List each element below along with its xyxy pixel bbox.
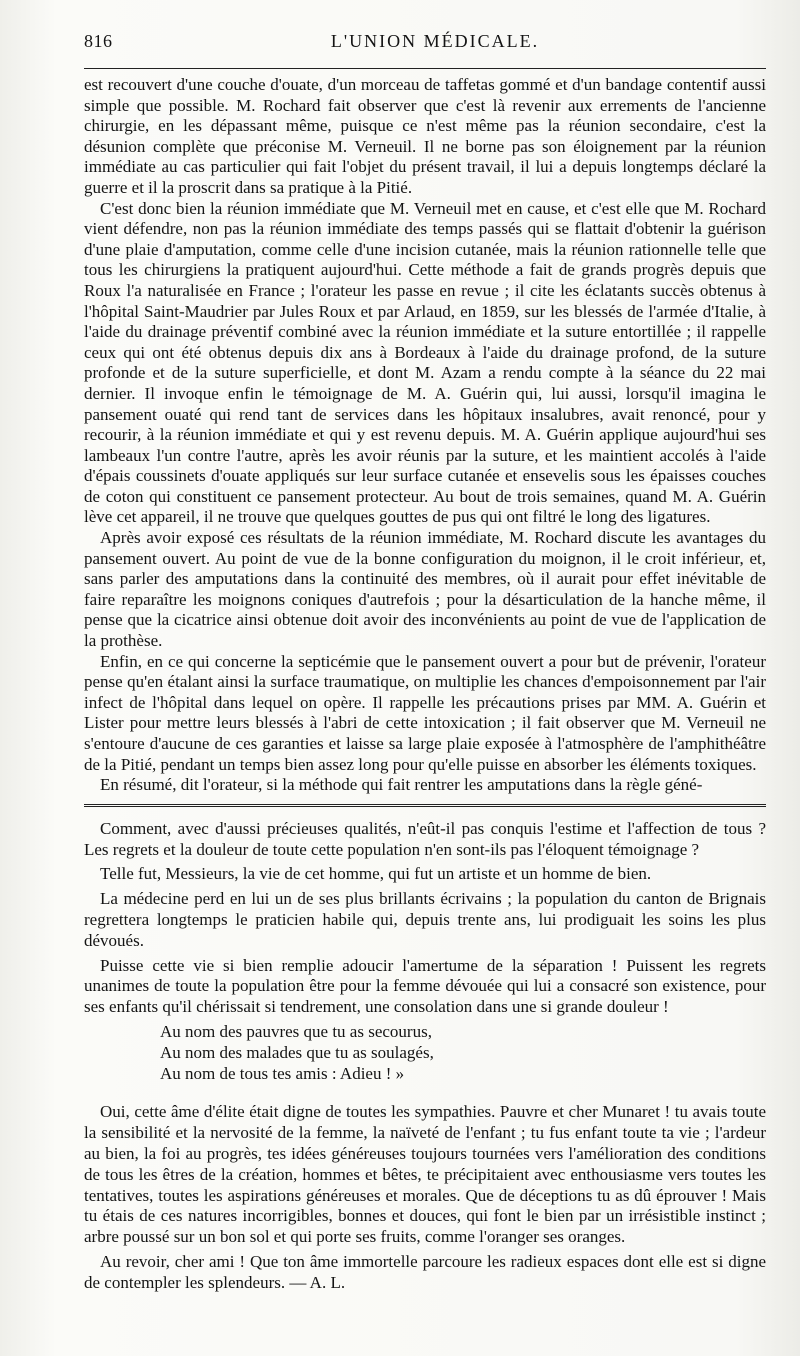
section-gap	[84, 1090, 766, 1102]
eulogy-paragraph: La médecine perd en lui un de ses plus brillants écrivains ; la population du canton de Brignais regrettera longtemps le praticien habile qui, depuis trente ans, lui prodiguait les soins les plus dévoués.	[84, 889, 766, 950]
closing-paragraph	[84, 1252, 766, 1294]
page-number: 816	[84, 31, 113, 51]
section-rule	[84, 804, 766, 807]
eulogy-paragraph: Puisse cette vie si bien remplie adoucir l'amertume de la séparation ! Puissent les regrets unanimes de toute la population être pour la femme dévouée qui lui a consacré son existence, pour ses enfants qu'il chérissait si tendrement, une consolation dans une si grande douleur !	[84, 955, 766, 1017]
header-rule	[84, 68, 766, 69]
article-paragraph: est recouvert d'une couche d'ouate, d'un morceau de taffetas gommé et d'un bandage contentif aussi simple que possible. M. Rochard fait observer que c'est là revenir aux errements de l'ancienne chirurgie, en les dépassant même, puisque ce n'est même pas la réunion secondaire, c'est la désunion complète que préconise M. Verneuil. Il ne borne pas son éloignement par la réunion immédiate au cas particulier qui fait l'objet du présent travail, il lui a depuis longtemps déclaré la guerre et il la proscrit dans sa pratique à la Pitié.	[84, 75, 766, 197]
article-paragraph: Enfin, en ce qui concerne la septicémie que le pansement ouvert a pour but de prévenir, l'orateur pense qu'en étalant ainsi la surface traumatique, on multiplie les chances d'empoisonnement par l'air infect de l'hôpital dans lequel on opère. Il rappelle les précautions prises par MM. A. Guérin et Lister pour mettre leurs blessés à l'abri de cette intoxication ; il fait observer que M. Verneuil ne s'entoure d'aucune de ces garanties et laisse sa large plaie exposée à l'atmosphère de l'amphithéâtre de la Pitié, pendant un temps bien assez long pour qu'elle puisse en absorber les éléments toxiques.	[84, 651, 766, 774]
closing-text: Au revoir, cher ami ! Que ton âme immortelle parcoure les radieux espaces dont elle est si digne de contempler les splendeurs.	[84, 1251, 766, 1292]
verse-line: Au nom des pauvres que tu as secourus,	[160, 1021, 432, 1041]
signature: — A. L.	[289, 1272, 346, 1292]
eulogy-paragraph: Telle fut, Messieurs, la vie de cet homme, qui fut un artiste et un homme de bien.	[100, 864, 652, 884]
article-paragraph: En résumé, dit l'orateur, si la méthode qui fait rentrer les amputations dans la règle géné-	[100, 775, 703, 795]
verse-line: Au nom de tous tes amis : Adieu ! »	[160, 1063, 405, 1083]
eulogy-verse	[84, 1022, 766, 1084]
article-paragraph: C'est donc bien la réunion immédiate que M. Verneuil met en cause, et c'est elle que M. Rochard vient défendre, non pas la réunion immédiate des temps passés qui se flattait d'obtenir la guérison d'une plaie d'amputation, comme celle d'une incision cutanée, mais la réunion rationnelle telle que tous les chirurgiens la pratiquent aujourd'hui. Cette méthode a fait de grands progrès depuis que Roux l'a naturalisée en France ; l'orateur les passe en revue ; il cite les éclatants succès obtenus à l'hôpital Saint-Maudrier par Jules Roux et par Arlaud, en 1859, sur les blessés de l'armée d'Italie, à l'aide du drainage préventif combiné avec la réunion immédiate et la suture entortillée ; il rappelle ceux qui ont été obtenus depuis dix ans à Bordeaux à l'aide du drainage profond, de la suture profonde et de la suture superficielle, et dont M. Azam a rendu compte à la séance du 22 mai dernier. Il invoque enfin le témoignage de M. A. Guérin qui, lui aussi, lorsqu'il imagina le pansement ouaté qui rend tant de services dans les hôpitaux insalubres, avait renoncé, pour y recourir, à la réunion immédiate et qui y est revenu depuis. M. A. Guérin applique aujourd'hui ses lambeaux l'un contre l'autre, après les avoir réunis par la suture, et les maintient accolés à l'aide d'épais coussinets d'ouate appliqués sur leur surface cutanée et ensevelis sous les épaisses couches de coton qui constituent ce pansement protecteur. Au bout de trois semaines, quand M. A. Guérin lève cet appareil, il ne trouve que quelques gouttes de pus qui ont filtré le long des ligatures.	[84, 198, 766, 527]
journal-title: L'UNION MÉDICALE.	[330, 31, 540, 51]
eulogy-paragraph: Oui, cette âme d'élite était digne de toutes les sympathies. Pauvre et cher Munaret ! tu avais toute la sensibilité et la nervosité de la femme, la naïveté de l'enfant ; tu fus enfant toute ta vie ; l'ardeur au bien, la foi au progrès, tes idées généreuses toujours tournées vers l'amélioration des conditions de tous les êtres de la création, hommes et bêtes, te précipitaient avec enthousiasme vers toutes les tentatives, toutes les aspirations généreuses et morales. Que de déceptions tu as dû éprouver ! Mais tu étais de ces natures incorrigibles, bonnes et douces, qui font le bien par un irrésistible instinct ; arbre poussé sur un bon sol et qui porte ses fruits, comme l'oranger ses oranges.	[84, 1102, 766, 1247]
running-head	[84, 24, 766, 58]
article-body	[84, 75, 766, 796]
verse-line: Au nom des malades que tu as soulagés,	[160, 1042, 434, 1062]
article-paragraph: Après avoir exposé ces résultats de la réunion immédiate, M. Rochard discute les avantages du pansement ouvert. Au point de vue de la bonne configuration du moignon, il le croit inférieur, et, sans parler des amputations dans la continuité des membres, où il aurait pour effet inévitable de faire reparaître les moignons coniques d'autrefois ; pour la désarticulation de la hanche même, il pense que la cicatrice ainsi obtenue doit avoir des inconvénients au point de vue de l'application de la prothèse.	[84, 528, 766, 651]
eulogy-section	[84, 819, 766, 1294]
eulogy-paragraph: Comment, avec d'aussi précieuses qualités, n'eût-il pas conquis l'estime et l'affection de tous ? Les regrets et la douleur de toute cette population n'en sont-ils pas l'éloquent témoignage ?	[84, 818, 766, 859]
